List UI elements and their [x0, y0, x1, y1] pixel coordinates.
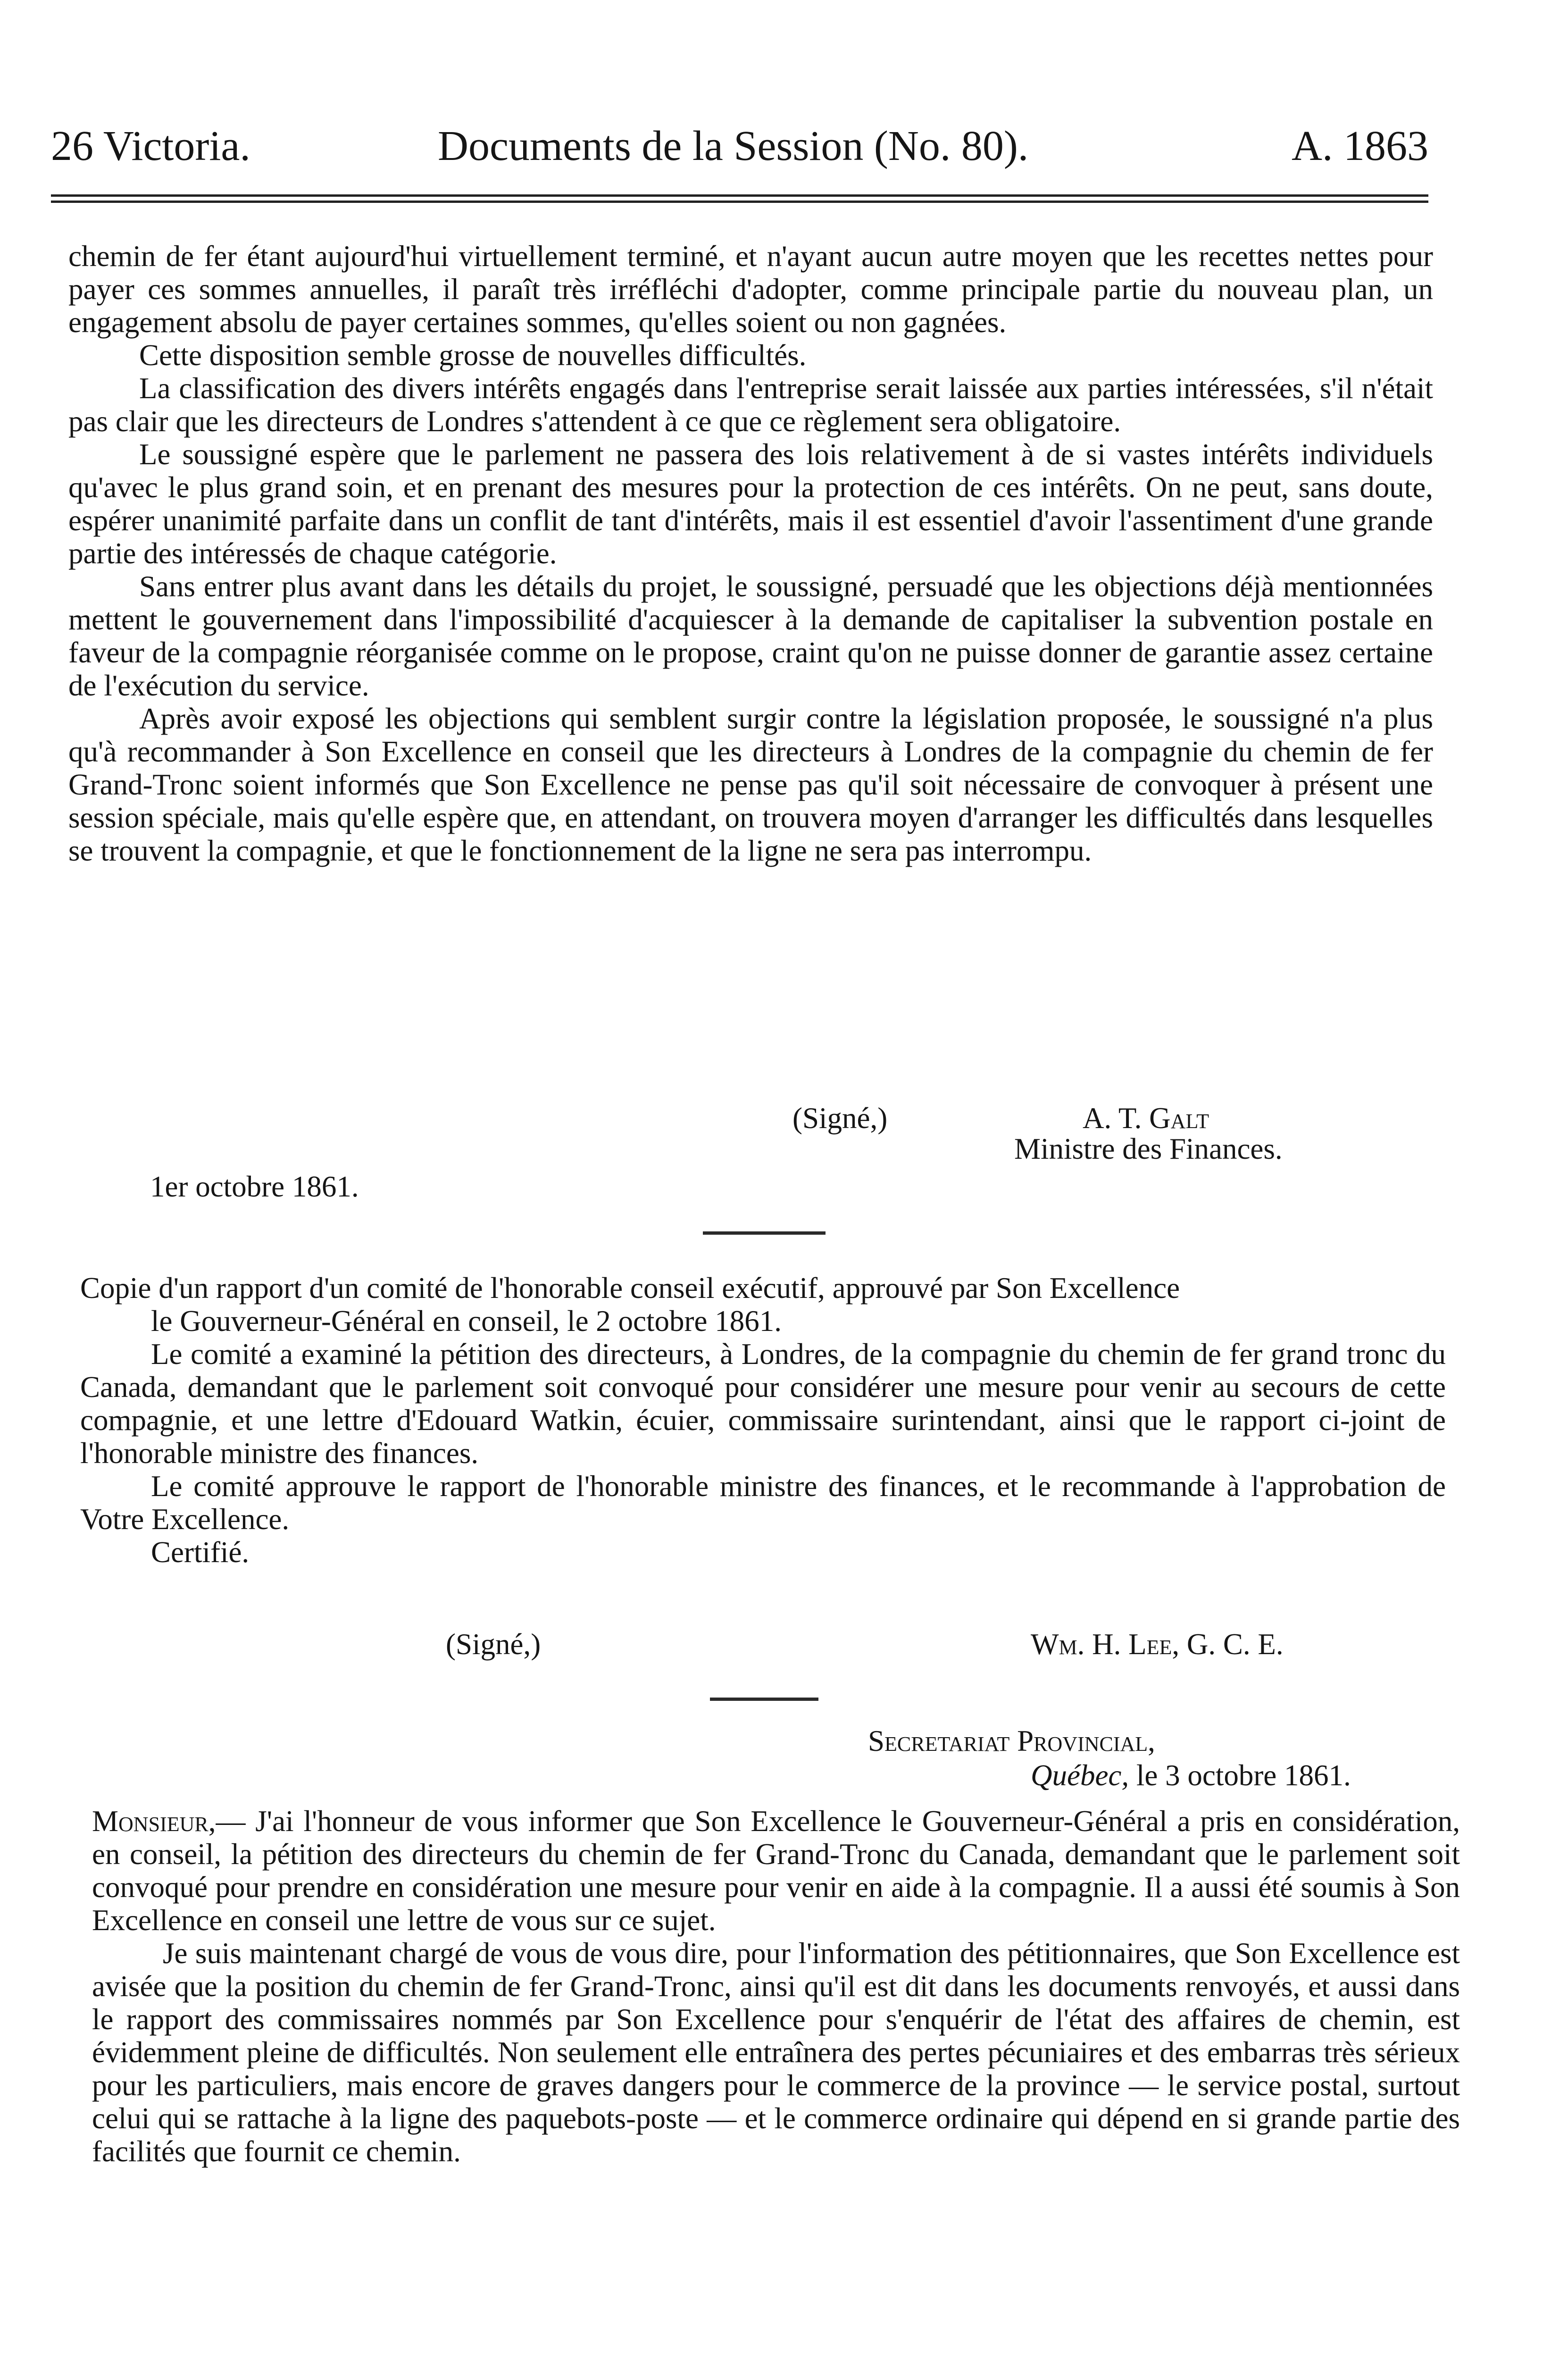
signed-label: (Signé,) — [446, 1628, 541, 1661]
paragraph: Sans entrer plus avant dans les détails du projet, le soussigné, persuadé que les objections déjà mentionnées mettent le gouvernement dans l'impossibilité d'acquiescer à la demande de capitaliser la subvention postale en faveur de la compagnie réorganisée comme on le propose, craint qu'on ne puisse donner de garantie assez certaine de l'exécution du service. — [68, 570, 1433, 702]
paragraph: Le comité approuve le rapport de l'honorable ministre des finances, et le recommande à l'approbation de Votre Excellence. — [80, 1470, 1446, 1536]
header-title: Documents de la Session (No. 80). — [438, 123, 1029, 169]
header-rule-top — [51, 194, 1428, 197]
header-rule-bottom — [51, 201, 1428, 203]
page-header — [51, 118, 1428, 175]
header-volume: 26 Victoria. — [51, 123, 250, 169]
report-title-line: Copie d'un rapport d'un comité de l'honorable conseil exécutif, approuvé par Son Excellence — [80, 1272, 1180, 1305]
section-separator — [703, 1231, 826, 1235]
salutation: Monsieur, — [92, 1805, 216, 1838]
committee-report — [80, 1272, 1446, 1569]
letter-dateline — [1031, 1759, 1351, 1792]
letter-place: Québec, — [1031, 1759, 1129, 1792]
section-separator — [710, 1698, 818, 1701]
signer-name: Wm. H. Lee, G. C. E. — [1031, 1628, 1284, 1661]
letter-body — [92, 1805, 1460, 2168]
paragraph: La classification des divers intérêts engagés dans l'entreprise serait laissée aux parties intéressées, s'il n'était pas clair que les directeurs de Londres s'attendent à ce que ce règlement sera obligatoire. — [68, 372, 1433, 438]
paragraph: chemin de fer étant aujourd'hui virtuellement terminé, et n'ayant aucun autre moyen que les recettes nettes pour payer ces sommes annuelles, il paraît très irréfléchi d'adopter, comme principale partie du nouveau plan, un engagement absolu de payer certaines sommes, qu'elles soient ou non gagnées. — [68, 240, 1433, 339]
report-date: 1er octobre 1861. — [150, 1170, 359, 1203]
letter-date: le 3 octobre 1861. — [1136, 1759, 1351, 1792]
paragraph: Je suis maintenant chargé de vous de vous dire, pour l'information des pétitionnaires, que Son Excellence est avisée que la position du chemin de fer Grand-Tronc, ainsi qu'il est dit dans les documents renvoyés, et aussi dans le rapport des commissaires nommés par Son Excellence pour s'enquérir de l'état des affaires de chemin, est évidemment pleine de difficultés. Non seulement elle entraînera des pertes pécuniaires et des embarras très sérieux pour les particuliers, mais encore de graves dangers pour le commerce de la province — le service postal, surtout celui qui se rattache à la ligne des paquebots-poste — et le commerce ordinaire qui dépend en si grande partie des facilités que fournit ce chemin. — [92, 1937, 1460, 2168]
certified-label: Certifié. — [151, 1536, 250, 1569]
signer-title: Ministre des Finances. — [1014, 1132, 1283, 1165]
paragraph — [92, 1805, 1460, 1937]
paragraph: Cette disposition semble grosse de nouvelles difficultés. — [139, 339, 807, 372]
paragraph: Le comité a examiné la pétition des directeurs, à Londres, de la compagnie du chemin de fer grand tronc du Canada, demandant que le parlement soit convoqué pour considérer une mesure pour venir au secours de cette compagnie, et une lettre d'Edouard Watkin, écuier, commissaire surintendant, ainsi que le rapport ci-joint de l'honorable ministre des finances. — [80, 1338, 1446, 1470]
header-year: A. 1863 — [1292, 123, 1428, 169]
minister-report-body — [68, 240, 1433, 867]
paragraph: Après avoir exposé les objections qui semblent surgir contre la législation proposée, le soussigné n'a plus qu'à recommander à Son Excellence en conseil que les directeurs à Londres de la compagnie du chemin de fer Grand-Tronc soient informés que Son Excellence ne pense pas qu'il soit nécessaire de convoquer à présent une session spéciale, mais qu'elle espère que, en attendant, on trouvera moyen d'arranger les difficultés dans lesquelles se trouvent la compagnie, et que le fonctionnement de la ligne ne sera pas interrompu. — [68, 702, 1433, 867]
signer-name: A. T. Galt — [1083, 1102, 1209, 1135]
letter-opening: — J'ai l'honneur de vous informer que Son Excellence le Gouverneur-Général a pris en considération, en conseil, la pétition des directeurs du chemin de fer Grand-Tronc du Canada, demandant que le parlement soit convoqué pour prendre en considération une mesure pour venir en aide à la compagnie. Il a aussi été soumis à Son Excellence en conseil une lettre de vous sur ce sujet. — [92, 1805, 1460, 1937]
report-title-line: le Gouverneur-Général en conseil, le 2 octobre 1861. — [151, 1305, 782, 1338]
signed-label: (Signé,) — [792, 1102, 888, 1135]
paragraph: Le soussigné espère que le parlement ne passera des lois relativement à de si vastes intérêts individuels qu'avec le plus grand soin, et en prenant des mesures pour la protection de ces intérêts. On ne peut, sans doute, espérer unanimité parfaite dans un conflit de tant d'intérêts, mais il est essentiel d'avoir l'assentiment d'une grande partie des intéressés de chaque catégorie. — [68, 438, 1433, 570]
letter-office: Secretariat Provincial, — [868, 1724, 1155, 1757]
